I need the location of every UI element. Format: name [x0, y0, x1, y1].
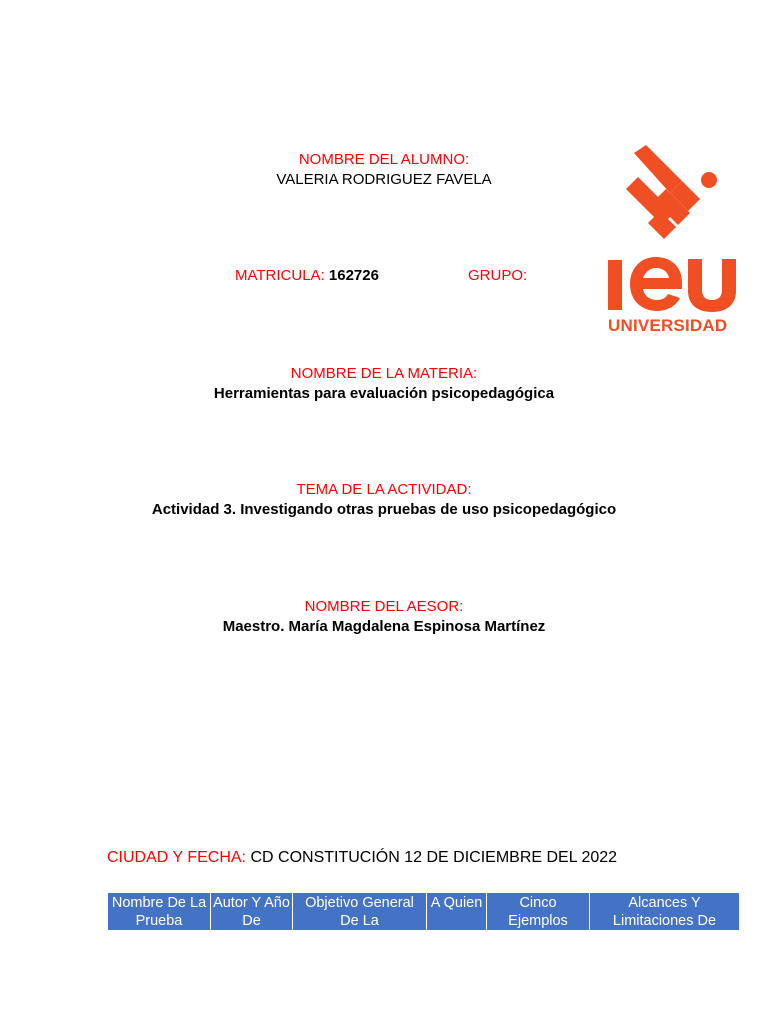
ciudad-label: CIUDAD Y FECHA: [107, 849, 246, 866]
tema-label: TEMA DE LA ACTIVIDAD: [296, 481, 472, 498]
student-label: NOMBRE DEL ALUMNO: [298, 151, 470, 168]
matricula-value: 162726 [328, 267, 379, 284]
logo-subtitle: UNIVERSIDAD [608, 316, 728, 335]
student-name: VALERIA RODRIGUEZ FAVELA [276, 171, 492, 188]
matricula-label: MATRICULA: [235, 267, 325, 284]
tema-value: Actividad 3. Investigando otras pruebas de uso psicopedagógico [151, 501, 617, 518]
tests-table [107, 892, 740, 931]
ciudad-value: CD CONSTITUCIÓN 12 DE DICIEMBRE DEL 2022 [250, 849, 618, 866]
table-header-row [108, 893, 740, 931]
materia-section [0, 364, 768, 404]
asesor-value: Maestro. María Magdalena Espinosa Martínez [222, 618, 546, 635]
asesor-section [0, 597, 768, 637]
header-objetivo: Objetivo General De La [293, 893, 427, 931]
asesor-label: NOMBRE DEL AESOR: [304, 598, 464, 615]
header-nombre-prueba: Nombre De La Prueba [108, 893, 211, 931]
grupo-label: GRUPO: [468, 267, 528, 284]
matricula-field [235, 266, 379, 286]
header-a-quien: A Quien [427, 893, 487, 931]
materia-value: Herramientas para evaluación psicopedagógica [213, 385, 555, 402]
header-alcances: Alcances Y Limitaciones De [590, 893, 740, 931]
header-ejemplos: Cinco Ejemplos [487, 893, 590, 931]
student-section [0, 150, 768, 190]
tema-section [0, 480, 768, 520]
ciudad-fecha [107, 848, 617, 868]
materia-label: NOMBRE DE LA MATERIA: [290, 365, 478, 382]
header-autor: Autor Y Año De [211, 893, 293, 931]
